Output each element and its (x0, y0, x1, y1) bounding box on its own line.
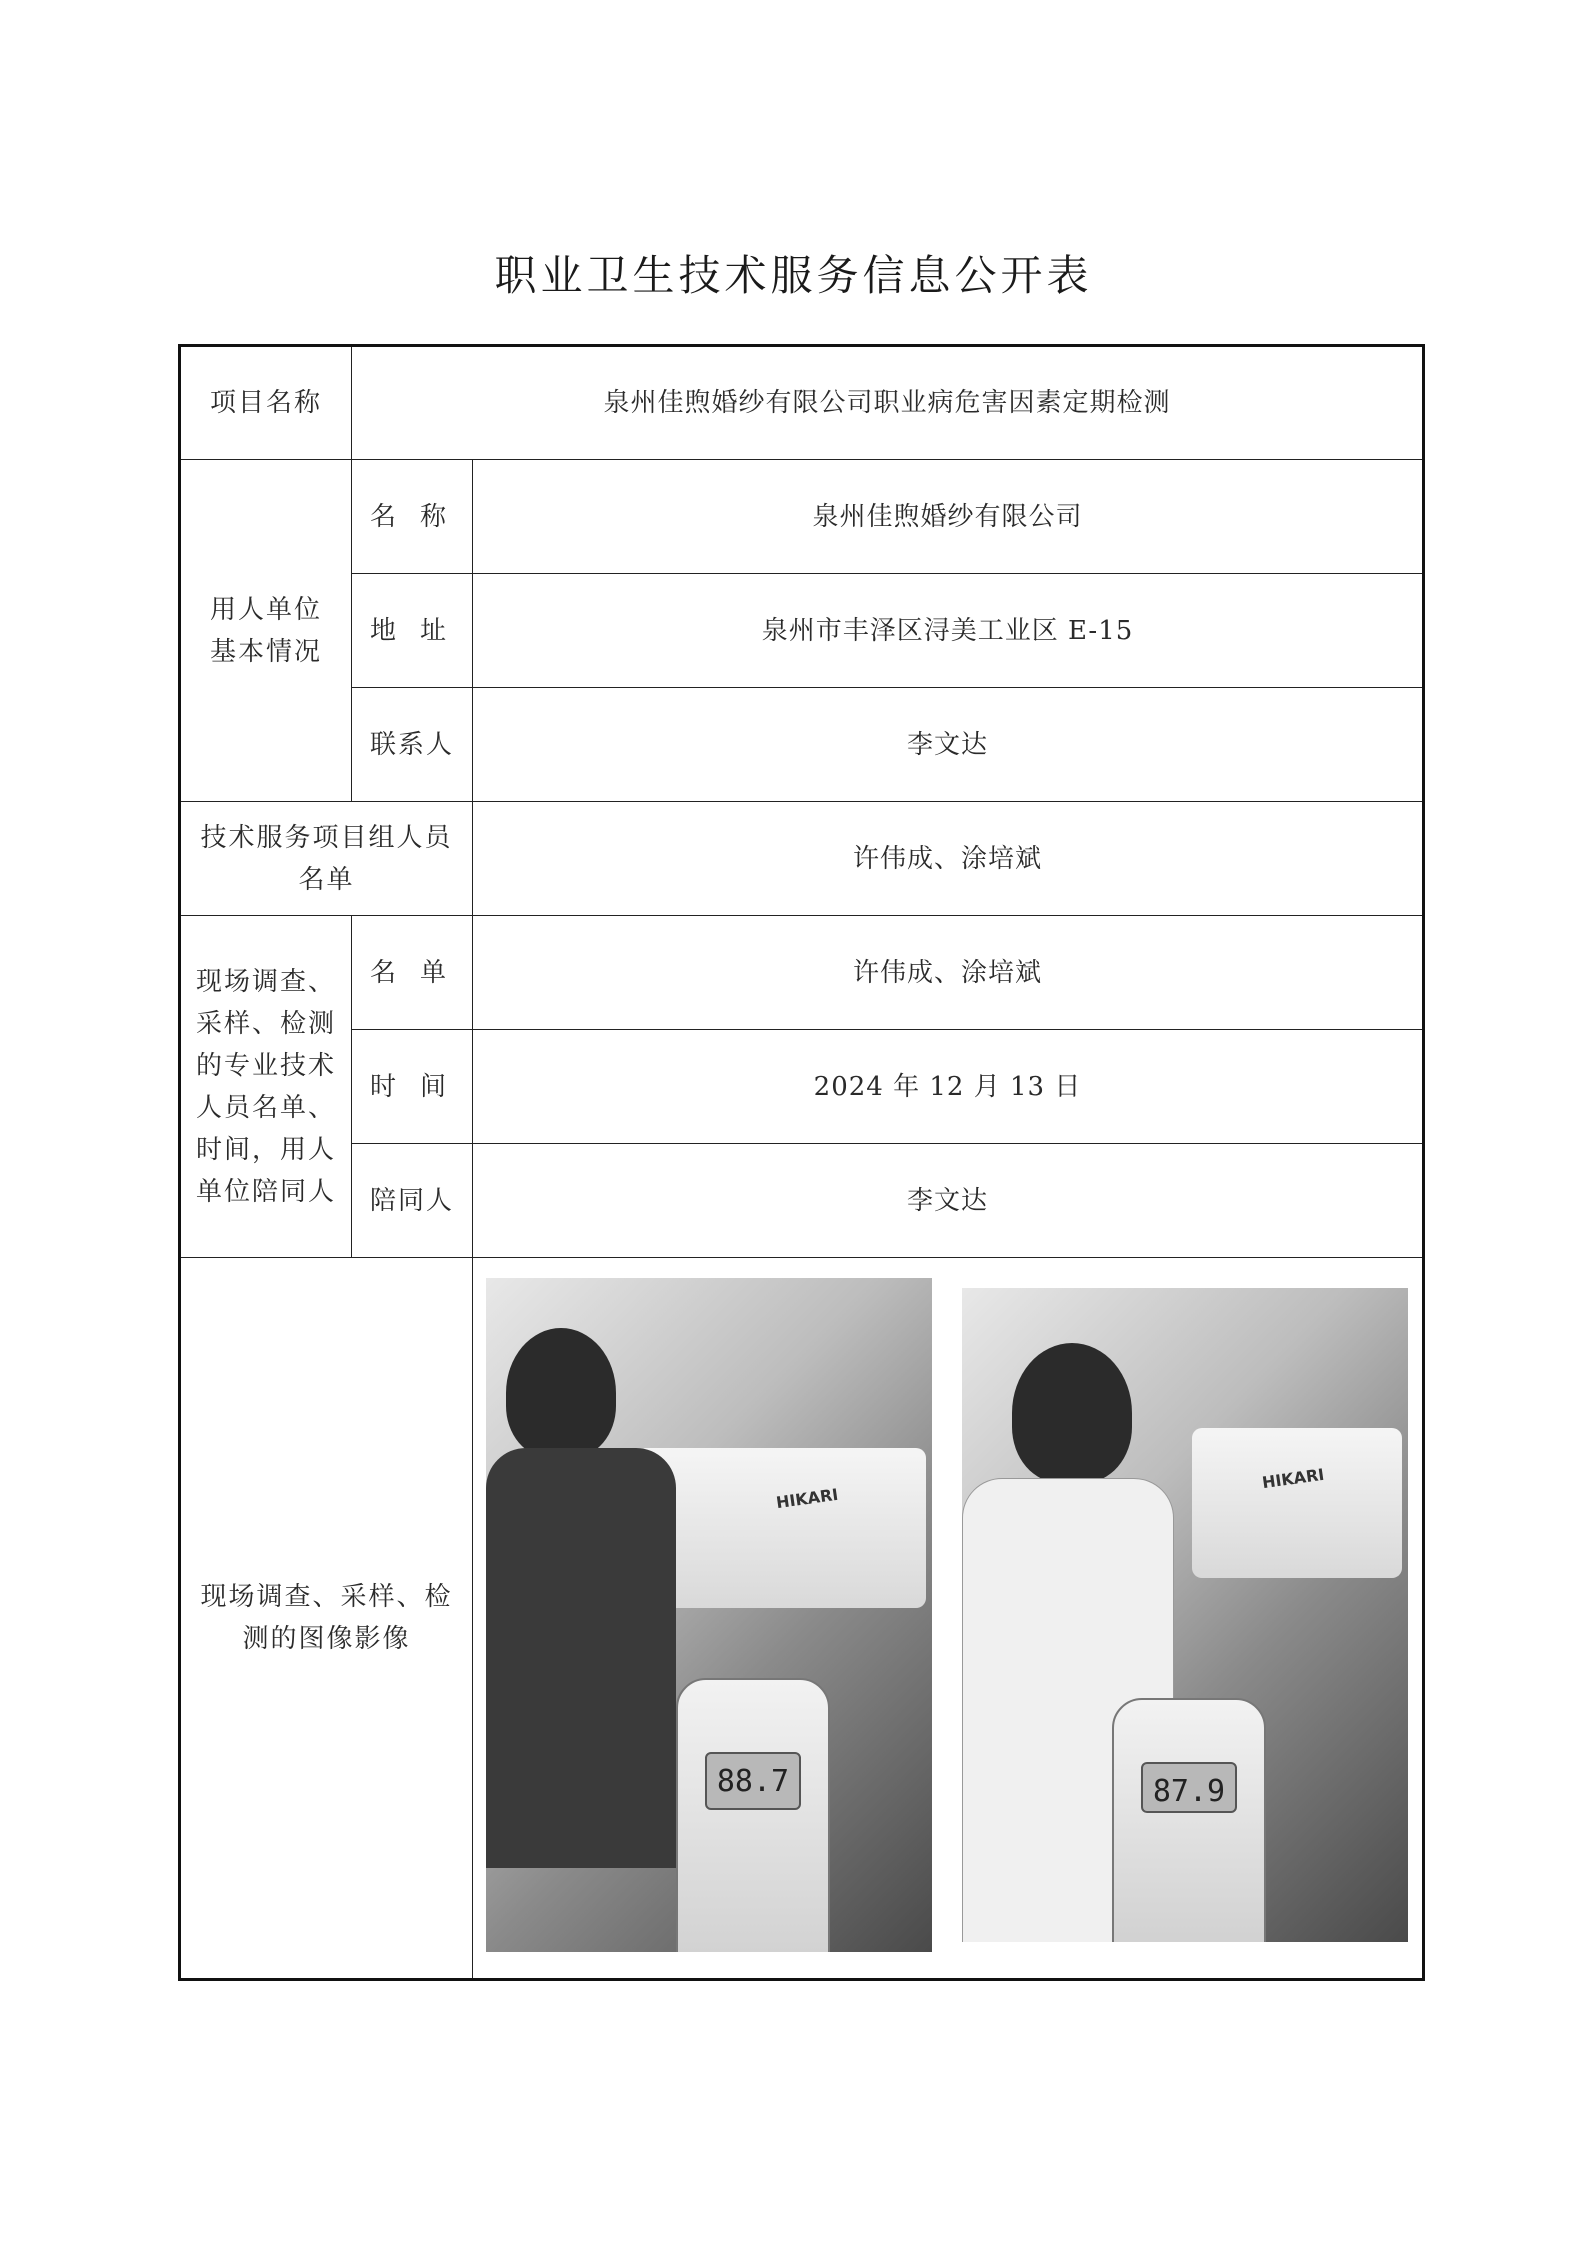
onsite-label-line: 人员名单、 (195, 1092, 336, 1123)
photos-label (180, 1258, 473, 1980)
photos-label-line1: 现场调查、采样、检 (200, 1582, 453, 1612)
onsite-label-line: 采样、检测 (195, 1008, 336, 1039)
employer-contact-label: 联系人 (352, 688, 473, 802)
machine-brand: HIKARI (1260, 1464, 1326, 1493)
sewing-machine (1192, 1428, 1402, 1578)
onsite-companion-value: 李文达 (473, 1144, 1424, 1258)
row-onsite-companion (180, 1144, 1424, 1258)
team-label-line1: 技术服务项目组人员 (200, 822, 453, 853)
row-project-name (180, 346, 1424, 460)
onsite-companion-label: 陪同人 (352, 1144, 473, 1258)
page-title: 职业卫生技术服务信息公开表 (494, 251, 1093, 300)
employer-address-value: 泉州市丰泽区浔美工业区 E-15 (473, 574, 1424, 688)
employer-contact-value: 李文达 (473, 688, 1424, 802)
row-team (180, 802, 1424, 916)
employer-label-line2: 基本情况 (209, 636, 322, 667)
sound-level-meter (676, 1678, 830, 1952)
row-onsite-time (180, 1030, 1424, 1144)
photos-cell (473, 1258, 1424, 1980)
worker-body (486, 1448, 676, 1868)
employer-name-label: 名称 (352, 460, 473, 574)
onsite-label-line: 现场调查、 (195, 966, 336, 997)
worker-head (1012, 1343, 1132, 1483)
onsite-time-label: 时间 (352, 1030, 473, 1144)
row-employer-name (180, 460, 1424, 574)
meter-reading: 88.7 (705, 1752, 801, 1810)
row-onsite-list (180, 916, 1424, 1030)
project-name-value: 泉州佳煦婚纱有限公司职业病危害因素定期检测 (352, 346, 1424, 460)
worker-head (506, 1328, 616, 1458)
site-photo-2 (962, 1288, 1408, 1942)
onsite-label-line: 的专业技术 (195, 1050, 336, 1081)
onsite-label-line: 时间，用人 (195, 1134, 336, 1165)
employer-address-label: 地址 (352, 574, 473, 688)
employer-label (180, 460, 352, 802)
onsite-list-label: 名单 (352, 916, 473, 1030)
sewing-machine (636, 1448, 926, 1608)
site-photo-1 (486, 1278, 932, 1952)
row-photos (180, 1258, 1424, 1980)
sound-level-meter (1112, 1698, 1266, 1942)
team-value: 许伟成、涂培斌 (473, 802, 1424, 916)
employer-label-line1: 用人单位 (209, 594, 322, 625)
employer-name-value: 泉州佳煦婚纱有限公司 (473, 460, 1424, 574)
row-employer-address (180, 574, 1424, 688)
row-employer-contact (180, 688, 1424, 802)
onsite-label (180, 916, 352, 1258)
team-label-line2: 名单 (298, 864, 355, 895)
info-table (178, 344, 1425, 1981)
meter-reading: 87.9 (1141, 1762, 1237, 1813)
project-name-label: 项目名称 (180, 346, 352, 460)
team-label (180, 802, 473, 916)
onsite-list-value: 许伟成、涂培斌 (473, 916, 1424, 1030)
onsite-label-line: 单位陪同人 (195, 1176, 336, 1207)
machine-brand: HIKARI (774, 1484, 840, 1513)
photos-label-line2: 测的图像影像 (242, 1624, 411, 1654)
onsite-time-value: 2024 年 12 月 13 日 (473, 1030, 1424, 1144)
